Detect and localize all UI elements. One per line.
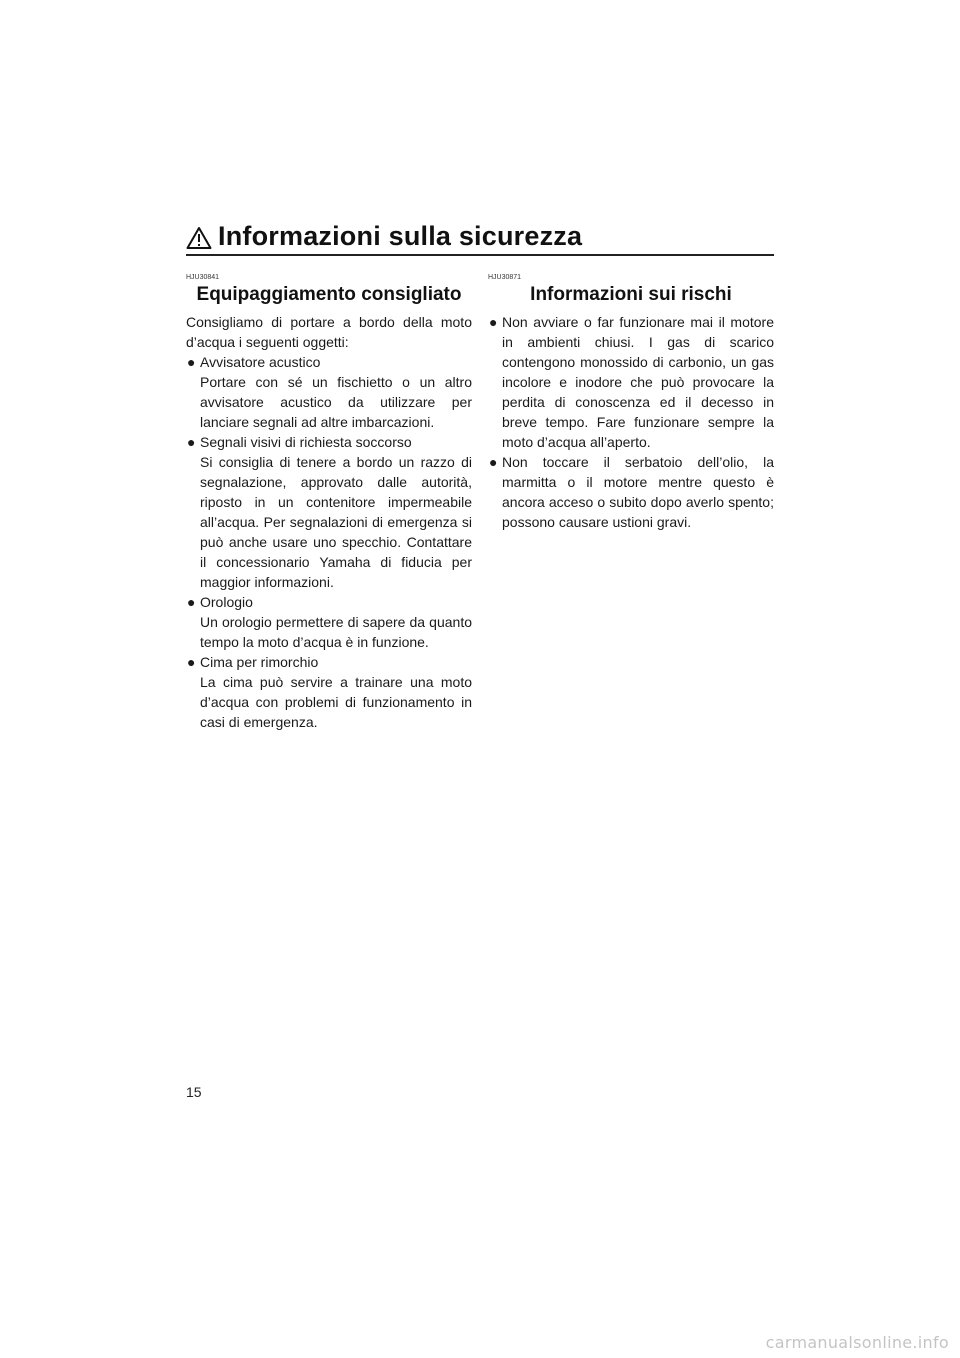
page-title: Informazioni sulla sicurezza (218, 221, 583, 251)
bullet-icon: ● (187, 354, 196, 370)
bullet-icon: ● (187, 654, 196, 670)
section-title-equipment: Equipaggiamento consigliato (196, 284, 462, 305)
item-title: Orologio (200, 594, 253, 610)
bullet-icon: ● (489, 314, 498, 330)
item-title: Segnali visivi di richiesta soccorso (200, 434, 412, 450)
list-item (186, 652, 472, 732)
risk-list (488, 312, 774, 532)
list-item (186, 432, 472, 592)
bullet-icon: ● (489, 454, 498, 470)
warning-triangle-icon (186, 226, 212, 250)
item-body: Portare con sé un fischietto o un altro avvisatore acustico da utilizzare per lanciare segnali ad altre imbarcazioni. (200, 374, 472, 430)
header-divider (186, 254, 774, 256)
item-body: Non avviare o far funzionare mai il motore in ambienti chiusi. I gas di scarico contengono monossido di carbonio, un gas incolore e inodore che può provocare la perdita di conoscenza ed il decesso in breve tempo. Fare funzionare sempre la moto d’acqua all’aperto. (502, 314, 774, 450)
page-number: 15 (186, 1084, 202, 1100)
item-body: Non toccare il serbatoio dell’olio, la marmitta o il motore mentre questo è ancora acceso o subito dopo averlo spento; possono causare ustioni gravi. (502, 454, 774, 530)
item-title: Avvisatore acustico (200, 354, 321, 370)
section-intro: Consigliamo di portare a bordo della moto d’acqua i seguenti oggetti: (186, 314, 472, 350)
page-header (186, 222, 774, 256)
bullet-icon: ● (187, 434, 196, 450)
list-item (186, 592, 472, 652)
list-item (186, 352, 472, 432)
left-column (186, 274, 472, 732)
list-item (488, 312, 774, 452)
section-title-risks: Informazioni sui rischi (530, 284, 732, 305)
watermark: carmanualsonline.info (765, 1333, 949, 1352)
item-body: Un orologio permettere di sapere da quanto tempo la moto d’acqua è in funzione. (200, 614, 472, 650)
bullet-icon: ● (187, 594, 196, 610)
equipment-list (186, 352, 472, 732)
right-column (488, 274, 774, 532)
item-body: Si consiglia di tenere a bordo un razzo di segnalazione, approvato dalle autorità, riposto in un contenitore impermeabile all’acqua. Per segnalazioni di emergenza si può anche usare uno specchio. Contattare il concessionario Yamaha di fiducia per maggior informazioni. (200, 454, 472, 590)
item-body: La cima può servire a trainare una moto d’acqua con problemi di funzionamento in casi di emergenza. (200, 674, 472, 730)
section-code: HJU30841 (186, 274, 220, 281)
list-item (488, 452, 774, 532)
section-code: HJU30871 (488, 274, 522, 281)
item-title: Cima per rimorchio (200, 654, 319, 670)
